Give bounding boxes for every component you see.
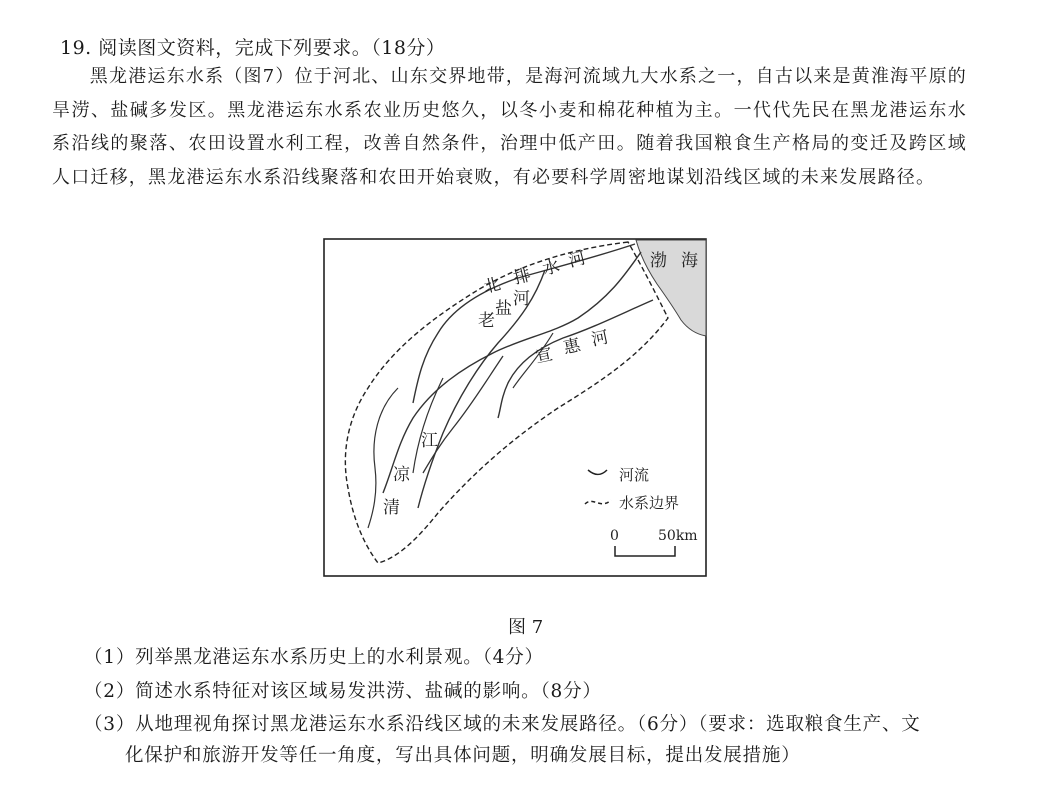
legend-boundary-symbol xyxy=(585,500,611,504)
label-laoyan-3: 河 xyxy=(513,289,530,309)
sub-question-2: （2）简述水系特征对该区域易发洪涝、盐碱的影响。（8分） xyxy=(84,681,602,702)
scale-distance: 50km xyxy=(658,528,698,544)
label-beipaishui-2: 排 xyxy=(511,265,533,289)
sub-question-3: （3）从地理视角探讨黑龙港运东水系沿线区域的未来发展路径。（6分）（要求：选取粮食生产、文 xyxy=(84,714,921,735)
label-qingliang-3: 清 xyxy=(383,498,400,518)
label-laoyan-2: 盐 xyxy=(495,299,512,319)
label-xuanhui-2: 惠 xyxy=(561,335,583,359)
label-xuanhui-1: 宣 xyxy=(533,344,555,368)
label-bohai-1: 渤 xyxy=(650,251,667,271)
label-laoyan-1: 老 xyxy=(478,311,495,331)
label-bohai-2: 海 xyxy=(681,251,698,271)
legend-river-symbol xyxy=(588,470,607,475)
sub-question-3-continued: 化保护和旅游开发等任一角度，写出具体问题，明确发展目标，提出发展措施） xyxy=(125,745,801,766)
scale-bar xyxy=(615,546,675,556)
label-beipaishui-1: 北 xyxy=(481,274,503,298)
label-xuanhui-3: 河 xyxy=(589,327,611,351)
label-beipaishui-4: 河 xyxy=(566,248,588,272)
figure-caption: 图 7 xyxy=(508,617,544,638)
intro-paragraph: 黑龙港运东水系（图7）位于河北、山东交界地带，是海河流域九大水系之一，自古以来是黄淮海平原的旱涝、盐碱多发区。黑龙港运东水系农业历史悠久，以冬小麦和棉花种植为主。一代代先民在黑龙港运东水系沿线的聚落、农田设置水利工程，改善自然条件，治理中低产田。随着我国粮食生产格局的变迁及跨区域人口迁移，黑龙港运东水系沿线聚落和农田开始衰败，有必要科学周密地谋划沿线区域的未来发展路径。 xyxy=(52,66,967,188)
legend-river-label: 河流 xyxy=(619,466,650,484)
question-intro xyxy=(52,60,967,194)
sub-question-1: （1）列举黑龙港运东水系历史上的水利景观。（4分） xyxy=(84,647,544,668)
label-beipaishui-3: 水 xyxy=(540,256,562,280)
question-title: 19. 阅读图文资料，完成下列要求。（18分） xyxy=(60,37,446,59)
label-qingliang-1: 江 xyxy=(421,431,438,451)
map-figure xyxy=(323,238,708,578)
scale-zero: 0 xyxy=(610,528,619,544)
label-qingliang-2: 凉 xyxy=(393,465,410,485)
river-trunk xyxy=(383,252,641,493)
legend-boundary-label: 水系边界 xyxy=(619,494,680,512)
